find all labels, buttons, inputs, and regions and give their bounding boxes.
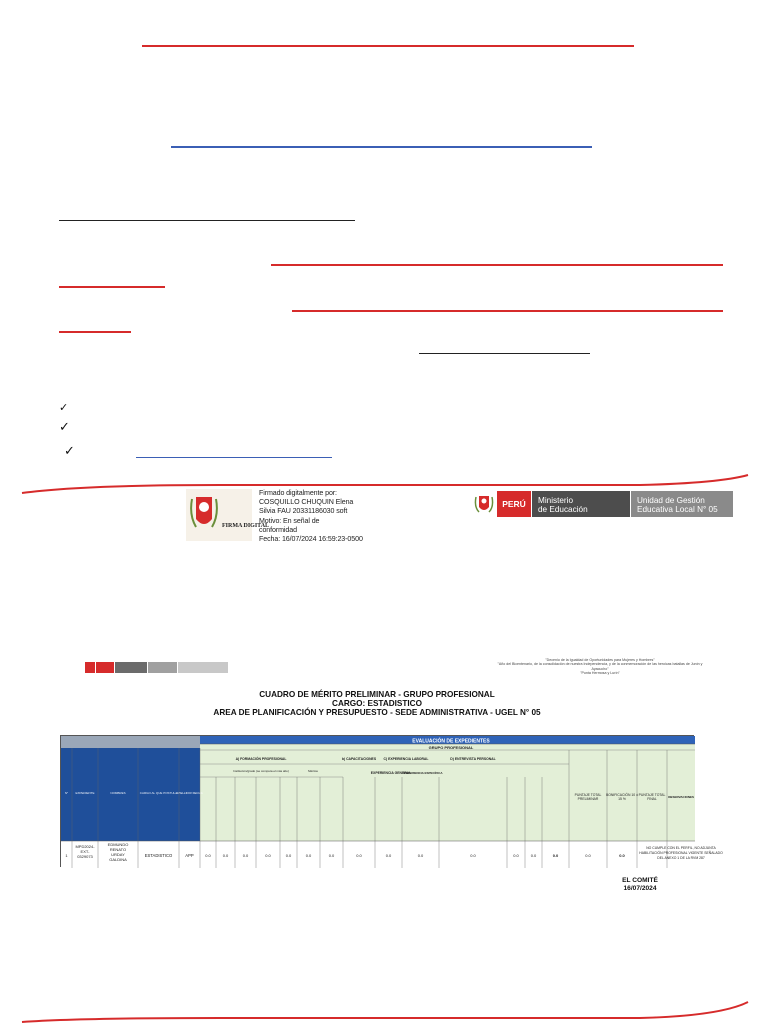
- cell-score: 0.0: [305, 853, 312, 858]
- cell-expediente: EXT-: [80, 849, 90, 854]
- cell-score: 0.0: [328, 853, 335, 858]
- check-icon-3: ✓: [64, 444, 75, 459]
- section-b-label: b) CAPACITACIONES: [341, 757, 377, 761]
- link-underline: [136, 457, 332, 458]
- peru-label: PERÚ: [497, 491, 531, 517]
- redacted-line-4: [292, 310, 723, 312]
- signature-line: COSQUILLO CHUQUIN Elena: [259, 498, 354, 507]
- right-header-label: FINAL: [647, 797, 657, 802]
- band-label: EVALUACIÓN DE EXPEDIENTES: [412, 738, 490, 745]
- cell-score: 0.0: [513, 853, 519, 858]
- check-icon-1: ✓: [59, 401, 69, 414]
- cell-expediente: MPD2024-: [75, 844, 95, 849]
- left-header-label: APELLIDO/ FECHA: [176, 791, 203, 795]
- seal-label: FIRMA DIGITAL: [222, 523, 270, 529]
- subsection-c2-label: EXPERIENCIA ESPECÍFICA: [403, 771, 443, 775]
- cell-nombres: EDMUNDO: [107, 842, 129, 847]
- cell-score: 0.0: [242, 853, 249, 858]
- cell-score: 0.0: [356, 853, 362, 858]
- cell-nombres: RENATO: [109, 847, 127, 852]
- cell-final: 0.0: [619, 853, 625, 858]
- section-d-label: D) ENTREVISTA PERSONAL: [450, 757, 496, 761]
- left-header-label: CARGO AL QUE POSTULA: [139, 791, 178, 795]
- cell-observaciones: DEL ANEXO 1 DE LA RVM 287: [657, 856, 705, 860]
- subsection-c1-label: EXPERIENCIA GENERAL: [370, 771, 412, 775]
- redacted-line-5: [59, 331, 131, 333]
- cell-score: 0.0: [530, 853, 537, 858]
- section-c-label: C) EXPERIENCIA LABORAL: [383, 757, 429, 761]
- peru-coat-of-arms-icon: [473, 491, 495, 517]
- area-line: AREA DE PLANIFICACIÓN Y PRESUPUESTO - SEDE ADMINISTRATIVA - UGEL N° 05: [213, 708, 541, 718]
- section-a-label: A) FORMACIÓN PROFESIONAL: [235, 757, 287, 761]
- left-header-label: EXPEDIENTE: [75, 791, 95, 795]
- cell-expediente: 0329073: [77, 854, 93, 859]
- cell-nombres: GALDINA: [109, 857, 127, 862]
- right-header-label: PRELIMINAR: [577, 797, 599, 802]
- left-header-label: N°: [64, 791, 69, 795]
- cell-score: 0.0: [265, 853, 271, 858]
- cell-score: 0.0: [285, 853, 292, 858]
- merit-table-grid: [61, 736, 723, 868]
- signature-line: Fecha: 16/07/2024 16:59:23-0500: [259, 535, 363, 544]
- title-line: CUADRO DE MÉRITO PRELIMINAR - GRUPO PROFESIONAL: [259, 690, 495, 699]
- ministry-header-logo: [473, 491, 735, 517]
- cell-score: 0.0: [417, 853, 424, 858]
- mini-ministry-logo: [85, 662, 228, 673]
- right-header-label: PUNTAJE TOTAL: [574, 793, 602, 797]
- left-header-label: NOMBRES: [110, 791, 126, 795]
- right-header-label: 15 %: [618, 797, 626, 802]
- ministry-label: Ministerio de Educación: [532, 491, 630, 517]
- right-header-label: OBSERVACIONES: [667, 795, 695, 799]
- cell-score: 0.0: [205, 853, 211, 858]
- redacted-line-2: [271, 264, 723, 266]
- check-icon-2: ✓: [59, 420, 70, 435]
- cell-score: 0.0: [470, 853, 476, 858]
- cell-n: 1: [65, 853, 68, 858]
- cell-observaciones: HABILITACIÓN PROFESIONAL VIGENTE SEÑALADO: [639, 851, 723, 855]
- group-label: GRUPO PROFESIONAL: [428, 744, 474, 750]
- page-border-swoosh-bottom: [20, 996, 750, 1024]
- digital-signature-seal: [186, 489, 270, 541]
- cell-codigo: APP: [185, 853, 194, 858]
- underline-2: [419, 353, 590, 354]
- subsection-a1-label: Institución/grado (se computa el más alto): [233, 769, 289, 773]
- right-header-label: BONIFICACIÓN 10 ó: [605, 793, 639, 797]
- subtitle-line: CARGO: ESTADISTICO: [332, 699, 422, 709]
- signature-line: conformidad: [259, 525, 297, 534]
- decenio-header-text: "Decenio de la Igualdad de Oportunidades para Mujeres y Hombres" "Año del Bicentenario, de la consolidación de nuestra Independencia, y de la conmemoración de las heroicas batallas de Junín y Ayacucho" "Punta Hermosa y Lurín": [497, 658, 703, 676]
- signature-line: Motivo: En señal de: [259, 516, 320, 525]
- underline-1: [59, 220, 355, 221]
- cell-preliminar: 0.0: [552, 853, 559, 858]
- cell-nombres: URDAY: [111, 852, 125, 857]
- signature-text: [259, 489, 371, 544]
- subsection-a2-label: Méritos: [308, 769, 318, 773]
- signature-line: Firmado digitalmente por:: [259, 489, 337, 497]
- right-header-label: PUNTAJE TOTAL: [638, 793, 666, 797]
- cell-observaciones: NO CUMPLE CON EL PERFIL, NO ADJUNTA: [646, 846, 716, 850]
- ugel-label: Unidad de Gestión Educativa Local N° 05: [631, 491, 733, 517]
- signature-line: Silvia FAU 20331186030 soft: [259, 507, 348, 516]
- document-title: [60, 690, 694, 718]
- redacted-line-3: [59, 286, 165, 288]
- committee-signature: EL COMITÉ 16/07/2024: [622, 877, 658, 892]
- cell-score: 0.0: [222, 853, 229, 858]
- cell-cargo: ESTADISTICO: [144, 853, 173, 858]
- merit-table: [60, 735, 723, 867]
- redacted-line-1: [142, 45, 634, 47]
- cell-bonificacion: 0.0: [585, 853, 591, 858]
- cell-score: 0.0: [385, 853, 392, 858]
- redacted-link-line: [171, 146, 592, 148]
